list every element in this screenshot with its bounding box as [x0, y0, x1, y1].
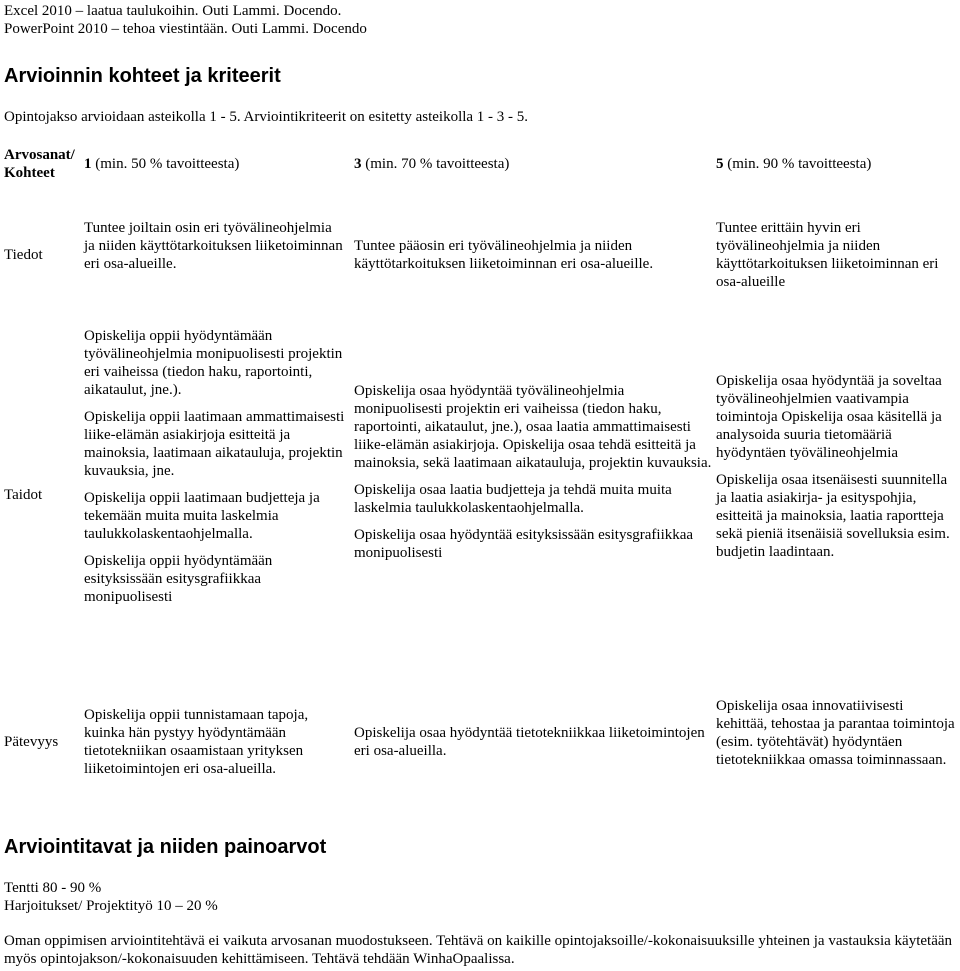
cell-taidot-5 — [716, 372, 956, 570]
section-title-weights: Arviointitavat ja niiden painoarvot — [4, 836, 327, 858]
source-line-powerpoint: PowerPoint 2010 – tehoa viestintään. Outi Lammi. Docendo — [4, 21, 367, 37]
assessment-note: Oman oppimisen arviointitehtävä ei vaikuta arvosanan muodostukseen. Tehtävä on kaikille opintojaksoille/-kokonaisuuksille yhteinen ja vastauksia käytetään myös opintojakson/-kokonaisuuden kehittämiseen. Tehtävä tehdään WinhaOpaalissa. — [4, 933, 953, 967]
column-text-3: (min. 70 % tavoitteesta) — [361, 156, 510, 172]
cell-paragraph: Opiskelija osaa hyödyntää ja soveltaa työvälineohjelmien vaativampia toimintoja Opiskelija osaa käsitellä ja analysoida suuria tietomääriä hyödyntäen työvälineohjelmia — [716, 373, 942, 461]
cell-paragraph: Opiskelija osaa itsenäisesti suunnitella ja laatia asiakirja- ja esityspohjia, esitteitä ja mainoksia, laatia raportteja sekä pieniä itsenäisiä sovelluksia esim. budjetin laadintaan. — [716, 472, 950, 560]
corner-line-grades: Arvosanat/ — [4, 147, 75, 163]
cell-paragraph: Opiskelija oppii hyödyntämään työvälineohjelmia monipuolisesti projektin eri vaiheissa (tiedon haku, raportointi, aikataulut, jne.). — [84, 328, 343, 398]
column-grade-3: 3 — [354, 156, 362, 172]
section-title-criteria: Arvioinnin kohteet ja kriteerit — [4, 65, 281, 87]
cell-paragraph: Opiskelija oppii tunnistamaan tapoja, kuinka hän pystyy hyödyntämään tietotekniikan osaamistaan yrityksen liiketoimintojen eri osa-alueilla. — [84, 707, 309, 777]
cell-taidot-1 — [84, 327, 350, 615]
cell-paragraph: Opiskelija oppii laatimaan budjetteja ja tekemään muita muita laskelmia taulukkolaskentaohjelmalla. — [84, 490, 320, 542]
table-corner-label — [4, 146, 75, 182]
row-label-tiedot: Tiedot — [4, 247, 43, 263]
column-header-3 — [354, 155, 509, 173]
cell-patevyys-3 — [354, 724, 710, 760]
column-header-5 — [716, 155, 871, 173]
cell-patevyys-1 — [84, 706, 346, 778]
cell-tiedot-3 — [354, 237, 710, 273]
column-grade-5: 5 — [716, 156, 724, 172]
column-grade-1: 1 — [84, 156, 92, 172]
corner-line-targets: Kohteet — [4, 165, 55, 181]
cell-paragraph: Tuntee joiltain osin eri työvälineohjelmia ja niiden käyttötarkoituksen liiketoiminnan eri osa-alueille. — [84, 220, 343, 272]
cell-paragraph: Opiskelija osaa hyödyntää esityksissään esitysgrafiikkaa monipuolisesti — [354, 527, 694, 561]
cell-paragraph: Opiskelija osaa innovatiivisesti kehittää, tehostaa ja parantaa toimintoja (esim. työtehtävät) hyödyntäen tietotekniikkaa omassa toiminnassaan. — [716, 698, 955, 768]
cell-paragraph: Opiskelija oppii hyödyntämään esityksissään esitysgrafiikkaa monipuolisesti — [84, 553, 273, 605]
column-header-1 — [84, 155, 239, 173]
weight-exam: Tentti 80 - 90 % — [4, 880, 102, 896]
column-text-1: (min. 50 % tavoitteesta) — [91, 156, 240, 172]
source-line-excel: Excel 2010 – laatua taulukoihin. Outi Lammi. Docendo. — [4, 3, 342, 19]
cell-tiedot-5 — [716, 219, 956, 291]
cell-paragraph: Tuntee pääosin eri työvälineohjelmia ja niiden käyttötarkoituksen liiketoiminnan eri osa-alueille. — [354, 238, 654, 272]
row-label-patevyys: Pätevyys — [4, 734, 59, 750]
cell-patevyys-5 — [716, 697, 958, 769]
cell-paragraph: Opiskelija osaa laatia budjetteja ja tehdä muita muita laskelmia taulukkolaskentaohjelmalla. — [354, 482, 672, 516]
cell-paragraph: Tuntee erittäin hyvin eri työvälineohjelmia ja niiden käyttötarkoituksen liiketoiminnan eri osa-alueille — [716, 220, 939, 290]
cell-paragraph: Opiskelija osaa hyödyntää työvälineohjelmia monipuolisesti projektin eri vaiheissa (tiedon haku, raportointi, aikataulut, jne.), osaa laatia ammattimaisesti liike-elämän asiakirjoja. Opiskelija osaa tehdä esitteitä ja mainoksia, sekä laatimaan aikatauluja, projektin kuvauksia. — [354, 383, 712, 471]
row-label-taidot: Taidot — [4, 487, 43, 503]
cell-paragraph: Opiskelija osaa hyödyntää tietotekniikkaa liiketoimintojen eri osa-alueilla. — [354, 725, 705, 759]
intro-text: Opintojakso arvioidaan asteikolla 1 - 5. Arviointikriteerit on esitetty asteikolla 1 - 3 - 5. — [4, 109, 529, 125]
column-text-5: (min. 90 % tavoitteesta) — [723, 156, 872, 172]
cell-tiedot-1 — [84, 219, 346, 273]
cell-paragraph: Opiskelija oppii laatimaan ammattimaisesti liike-elämän asiakirjoja esitteitä ja mainoksia, laatimaan aikatauluja, projektin kuvauksia, jne. — [84, 409, 345, 479]
cell-taidot-3 — [354, 382, 714, 571]
weight-assignments: Harjoitukset/ Projektityö 10 – 20 % — [4, 898, 218, 914]
